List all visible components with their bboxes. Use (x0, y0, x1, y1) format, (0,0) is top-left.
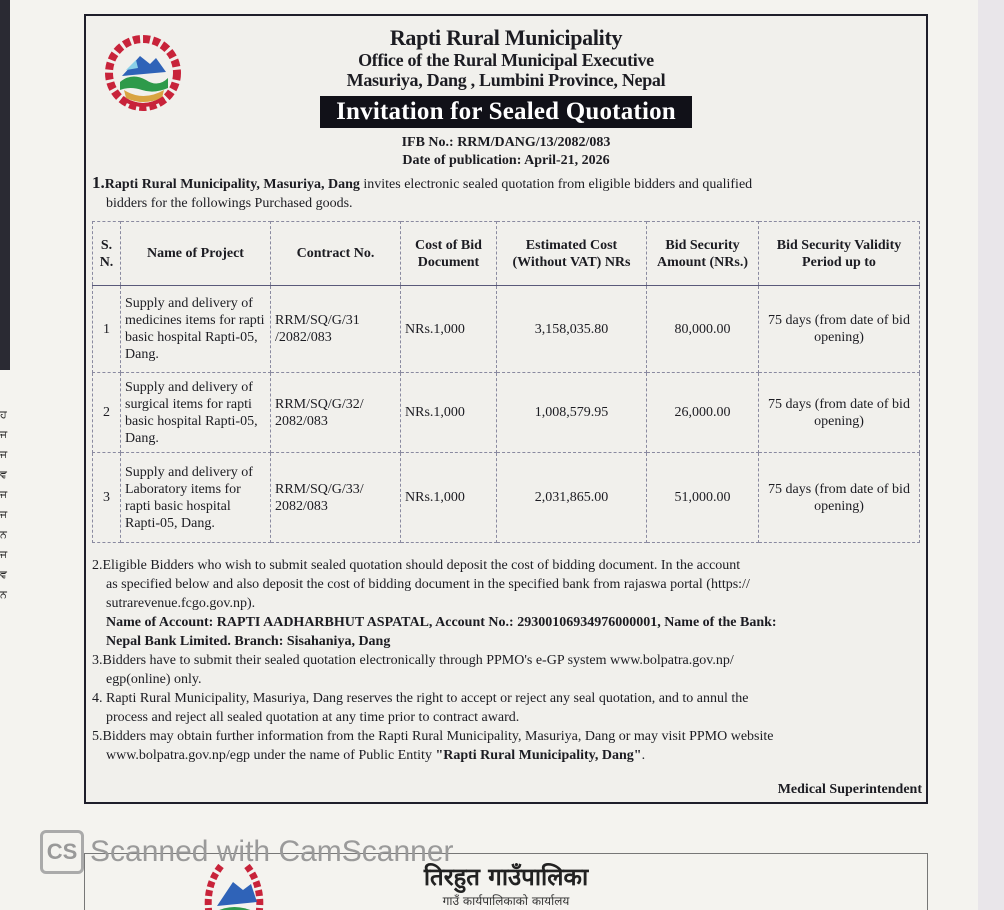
clause-3-line: 3.Bidders have to submit their sealed quotation electronically through PPMO's e-GP system www.bolpatra.gov.np/ (92, 653, 734, 668)
signature: Medical Superintendent (777, 782, 922, 797)
cell-project: Supply and delivery of medicines items for rapti basic hospital Rapti-05, Dang. (121, 286, 271, 373)
cell-contract: RRM/SQ/G/32/ 2082/083 (271, 373, 401, 453)
cell-cost-doc: NRs.1,000 (401, 453, 497, 543)
cell-security-amount: 26,000.00 (647, 373, 759, 453)
header-cost-doc: Cost of Bid Document (401, 222, 497, 286)
office-address: Masuriya, Dang , Lumbini Province, Nepal (346, 70, 666, 90)
cell-sn: 2 (93, 373, 121, 453)
margin-mark: ਜ (0, 508, 8, 521)
camscanner-watermark (40, 830, 454, 874)
cell-estimated-cost: 2,031,865.00 (497, 453, 647, 543)
clause-5-line (92, 746, 916, 765)
cell-estimated-cost: 3,158,035.80 (497, 286, 647, 373)
cell-project: Supply and delivery of Laboratory items for rapti basic hospital Rapti-05, Dang. (121, 453, 271, 543)
cell-sn: 1 (93, 286, 121, 373)
clause-1-entity: Rapti Rural Municipality, Masuriya, Dang (104, 177, 360, 192)
bank-account-details: Name of Account: RAPTI AADHARBHUT ASPATAL, Account No.: 29300106934976000001, Name of the Bank: (106, 615, 777, 630)
office-name: Office of the Rural Municipal Executive (358, 50, 654, 70)
margin-mark: ਜ (0, 448, 8, 461)
header-estimated-cost: Estimated Cost (Without VAT) NRs (497, 222, 647, 286)
clause-5-line: 5.Bidders may obtain further information from the Rapti Rural Municipality, Masuriya, Dang or may visit PPMO website (92, 729, 774, 744)
cell-estimated-cost: 1,008,579.95 (497, 373, 647, 453)
header-validity: Bid Security Validity Period up to (759, 222, 920, 286)
clause-1-continuation: bidders for the followings Purchased goods. (106, 196, 353, 211)
camscanner-logo-icon: CS (40, 830, 84, 874)
quotation-notice (84, 14, 928, 804)
cell-contract: RRM/SQ/G/31 /2082/083 (271, 286, 401, 373)
cell-security-amount: 51,000.00 (647, 453, 759, 543)
margin-mark: ਵ (0, 468, 7, 481)
clause-2-line: as specified below and also deposit the cost of bidding document in the specified bank from rajaswa portal (https:// (106, 577, 750, 592)
quotation-table (92, 221, 920, 543)
table-header-row (93, 222, 920, 286)
margin-mark: ਜ (0, 488, 8, 501)
notice-header (86, 26, 926, 170)
margin-mark: ਹ (0, 408, 7, 421)
clause-1-text: invites electronic sealed quotation from eligible bidders and qualified (359, 177, 753, 192)
clause-1 (92, 173, 912, 213)
table-row (93, 286, 920, 373)
cell-sn: 3 (93, 453, 121, 543)
notice-clauses (92, 556, 916, 765)
margin-mark: ਵ (0, 568, 7, 581)
margin-mark: ਨ (0, 528, 7, 541)
next-page-title: तिरहुत गाउँपालिका (423, 863, 589, 891)
cell-security-amount: 80,000.00 (647, 286, 759, 373)
clause-5-end: . (641, 748, 646, 763)
margin-mark: ਨ (0, 588, 7, 601)
clause-5-text: www.bolpatra.gov.np/egp under the name of Public Entity (106, 748, 436, 763)
bank-branch-details: Nepal Bank Limited. Branch: Sisahaniya, Dang (106, 634, 391, 649)
clause-4-line: 4. Rapti Rural Municipality, Masuriya, Dang reserves the right to accept or reject any seal quotation, and to annul the (92, 691, 749, 706)
organization-name: Rapti Rural Municipality (389, 25, 623, 50)
header-security-amount: Bid Security Amount (NRs.) (647, 222, 759, 286)
cell-validity: 75 days (from date of bid opening) (759, 453, 920, 543)
cell-validity: 75 days (from date of bid opening) (759, 373, 920, 453)
clause-4-line: process and reject all sealed quotation at any time prior to contract award. (106, 710, 520, 725)
scan-edge (978, 0, 1004, 910)
cell-contract: RRM/SQ/G/33/ 2082/083 (271, 453, 401, 543)
clause-2-line: sutrarevenue.fcgo.gov.np). (106, 596, 256, 611)
clause-number: 1. (92, 173, 105, 192)
ifb-number: IFB No.: RRM/DANG/13/2082/083 (401, 135, 611, 150)
clause-2-line: 2.Eligible Bidders who wish to submit sealed quotation should deposit the cost of bidding document. In the account (92, 558, 741, 573)
watermark-text: Scanned with CamScanner (90, 835, 454, 868)
adjacent-page-marks (0, 405, 10, 605)
notice-title: Invitation for Sealed Quotation (320, 96, 692, 128)
next-page-subtitle: गाउँ कार्यपालिकाको कार्यालय (442, 894, 570, 908)
table-row (93, 373, 920, 453)
cell-cost-doc: NRs.1,000 (401, 286, 497, 373)
cell-project: Supply and delivery of surgical items for rapti basic hospital Rapti-05, Dang. (121, 373, 271, 453)
publication-date: Date of publication: April-21, 2026 (402, 153, 610, 168)
adjacent-page-edge (0, 0, 10, 370)
margin-mark: ਜ (0, 548, 8, 561)
table-row (93, 453, 920, 543)
header-sn: S. N. (93, 222, 121, 286)
margin-mark: ਜ (0, 428, 8, 441)
header-project: Name of Project (121, 222, 271, 286)
public-entity-name: "Rapti Rural Municipality, Dang" (435, 748, 642, 763)
cell-validity: 75 days (from date of bid opening) (759, 286, 920, 373)
cell-cost-doc: NRs.1,000 (401, 373, 497, 453)
header-contract: Contract No. (271, 222, 401, 286)
clause-3-line: egp(online) only. (106, 672, 202, 687)
